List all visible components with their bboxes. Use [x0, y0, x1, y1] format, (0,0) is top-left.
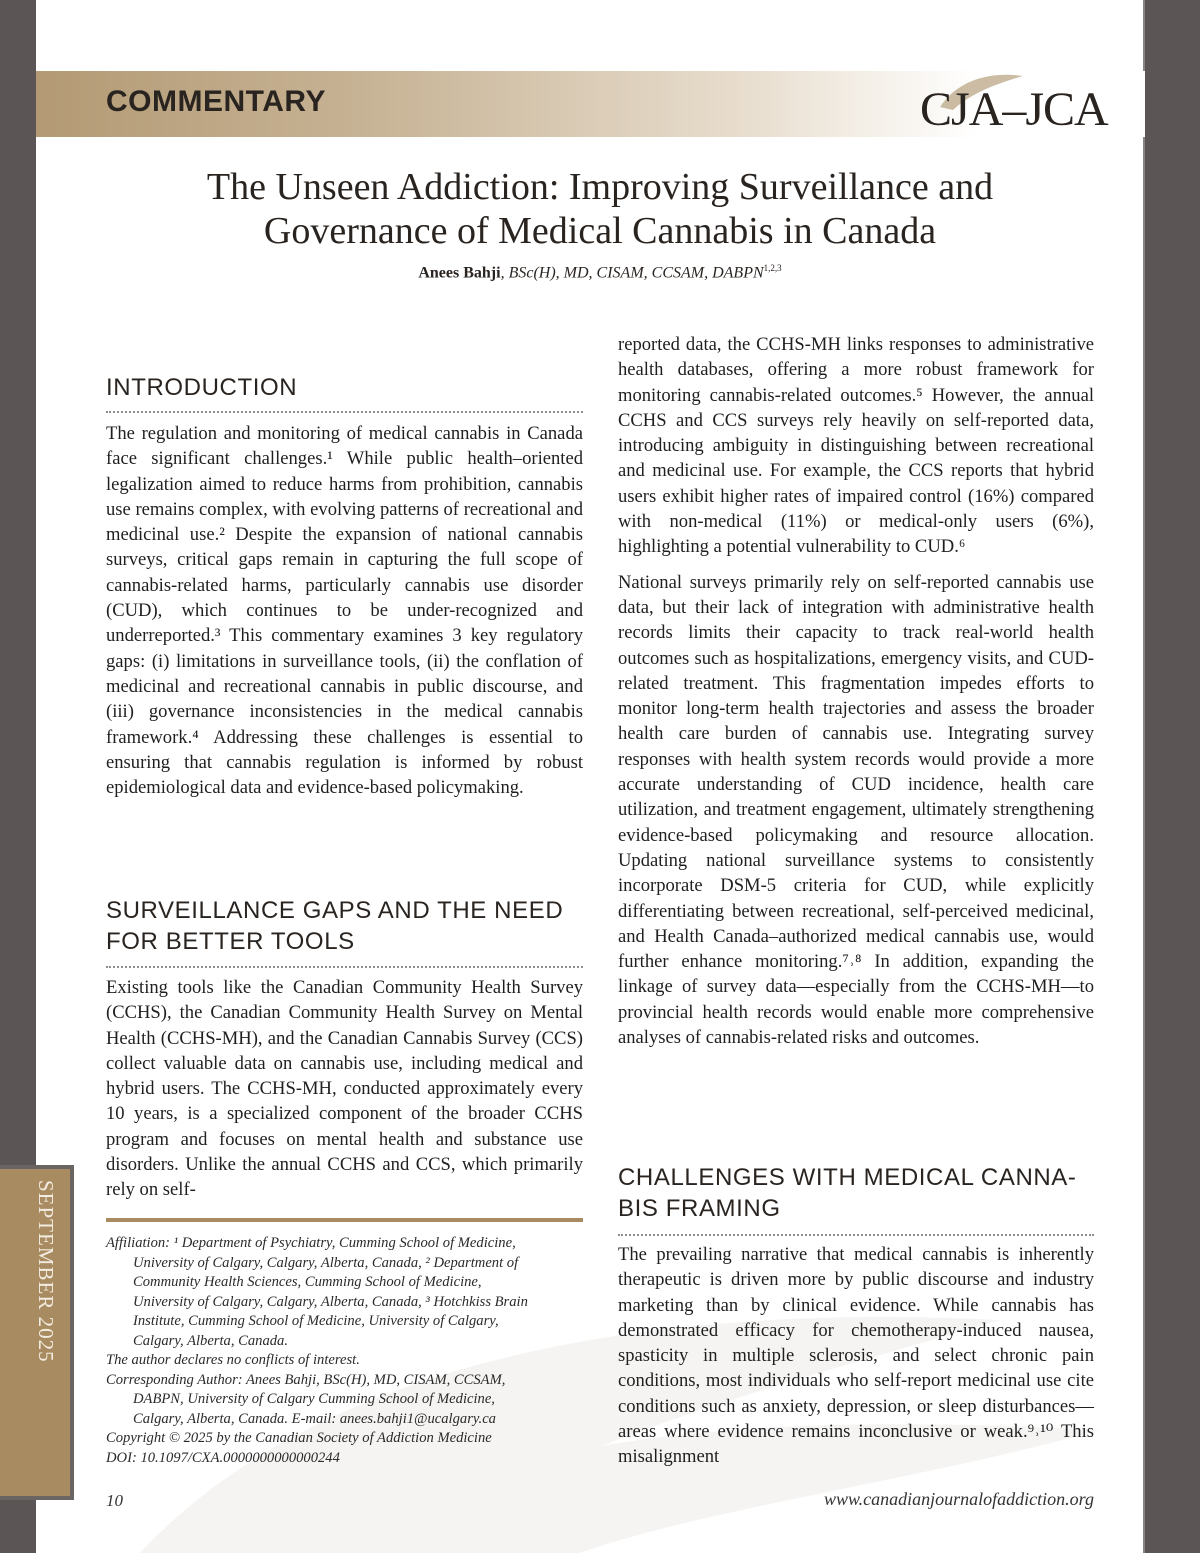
author-name: Anees Bahji [418, 264, 501, 282]
heading-surveillance-line-2: FOR BETTER TOOLS [106, 928, 355, 955]
affiliation-line: University of Calgary, Calgary, Alberta, Canada, ³ Hotchkiss Brain [133, 1293, 528, 1310]
title-line-2: Governance of Medical Cannabis in Canada [263, 210, 937, 252]
footnotes [106, 1234, 586, 1468]
conflicts-statement: The author declares no conflicts of interest. [106, 1352, 360, 1368]
heading-divider [106, 411, 583, 413]
section-label: COMMENTARY [106, 85, 326, 118]
affiliation-line: Calgary, Alberta, Canada. [133, 1332, 289, 1349]
introduction-paragraph: The regulation and monitoring of medical cannabis in Canada face significant challenges.¹ While public health–oriented legalization aimed to reduce harms from prohibition, cannabis use remains complex, with evolving patterns of recreational and medicinal use.² Despite the expansion of national cannabis surveys, critical gaps remain in capturing the full scope of cannabis-related harms, particularly cannabis use disorder (CUD), which continues to be under-recognized and underreported.³ This commentary examines 3 key regulatory gaps: (i) limitations in surveillance tools, (ii) the conflation of medicinal and recreational cannabis in public discourse, and (iii) governance inconsistencies in the medical cannabis framework.⁴ Addressing these challenges is essential to ensuring that cannabis regulation is informed by robust epidemiological data and evidence-based policymaking. [106, 423, 583, 799]
author-credentials: , BSc(H), MD, CISAM, CCSAM, DABPN [500, 264, 764, 282]
corresponding-author: Corresponding Author: Anees Bahji, BSc(H), MD, CISAM, CCSAM, [106, 1371, 506, 1388]
author-byline [120, 263, 1080, 282]
surveillance-paragraph-continued: reported data, the CCHS-MH links responses to administrative health databases, offering a more robust framework for monitoring cannabis-related outcomes.⁵ However, the annual CCHS and CCS surveys rely heavily on self-reported data, introducing ambiguity in distinguishing between recreational and medicinal use. For example, the CCS reports that hybrid users exhibit higher rates of impaired control (16%) compared with non-medical (11%) or medical-only users (6%), highlighting a potential vulnerability to CUD.⁶ [618, 334, 1094, 558]
journal-website: www.canadianjournalofaddiction.org [823, 1489, 1094, 1509]
heading-introduction: INTRODUCTION [106, 374, 298, 401]
heading-divider [618, 1234, 1094, 1236]
challenges-body [618, 1242, 1094, 1470]
corresponding-author-line: Calgary, Alberta, Canada. E-mail: anees.bahji1@ucalgary.ca [133, 1410, 496, 1427]
affiliation-line: Institute, Cumming School of Medicine, University of Calgary, [133, 1313, 499, 1329]
affiliation-line: Community Health Sciences, Cumming School of Medicine, [133, 1274, 482, 1290]
right-page-rail [1145, 0, 1200, 1553]
title-line-1: The Unseen Addiction: Improving Surveillance and [206, 166, 994, 208]
issue-date: SEPTEMBER 2025 [34, 1180, 58, 1363]
author-affiliation-marks: 1,2,3 [763, 263, 782, 273]
heading-challenges [618, 1162, 1077, 1224]
corresponding-author-line: DABPN, University of Calgary Cumming School of Medicine, [133, 1391, 495, 1407]
affiliation-line: University of Calgary, Calgary, Alberta, Canada, ² Department of [133, 1254, 519, 1271]
heading-surveillance [106, 895, 563, 957]
affiliation-label: Affiliation: [106, 1235, 171, 1251]
footnote-divider [106, 1218, 583, 1222]
doi: DOI: 10.1097/CXA.0000000000000244 [106, 1449, 340, 1466]
heading-surveillance-line-1: SURVEILLANCE GAPS AND THE NEED [106, 897, 564, 924]
affiliation-line: ¹ Department of Psychiatry, Cumming School of Medicine, [173, 1235, 516, 1251]
surveillance-body-start [106, 975, 583, 1203]
challenges-paragraph: The prevailing narrative that medical cannabis is inherently therapeutic is driven more by public discourse and industry marketing than by clinical evidence. While cannabis has demonstrated efficacy for chemotherapy-induced nausea, spasticity in multiple sclerosis, and select chronic pain conditions, most individuals who self-report medicinal use cite conditions such as anxiety, depression, or sleep disturbances—areas where evidence remains inconclusive or weak.⁹˒¹⁰ This misalignment [618, 1244, 1094, 1468]
heading-challenges-line-1: CHALLENGES WITH MEDICAL CANNA- [618, 1164, 1077, 1191]
surveillance-paragraph-2: National surveys primarily rely on self-reported cannabis use data, but their lack of integration with administrative health records limits their capacity to track real-world health outcomes such as hospitalizations, emergency visits, and CUD-related treatment. This fragmentation impedes efforts to monitor long-term health trajectories and assess the broader health care burden of cannabis use. Integrating survey responses with health system records would provide a more accurate understanding of CUD incidence, health care utilization, and treatment engagement, ultimately strengthening evidence-based policymaking and resource allocation. Updating national surveillance systems to consistently incorporate DSM-5 criteria for CUD, while explicitly differentiating between recreational, self-perceived medicinal, and Health Canada–authorized medical cannabis use, would further enhance monitoring.⁷˒⁸ In addition, expanding the linkage of survey data—especially from the CCHS-MH—to provincial health records would enable more comprehensive analyses of cannabis-related risks and outcomes. [618, 571, 1094, 1049]
journal-logo: CJA–JCA [920, 83, 1108, 136]
page-number: 10 [106, 1491, 123, 1510]
heading-divider [106, 966, 583, 968]
introduction-body [106, 421, 583, 800]
article-title [120, 165, 1080, 253]
right-page-edge [1143, 0, 1145, 1553]
surveillance-body-continued [618, 332, 1094, 1050]
copyright: Copyright © 2025 by the Canadian Society of Addiction Medicine [106, 1430, 492, 1446]
heading-challenges-line-2: BIS FRAMING [618, 1195, 781, 1222]
surveillance-paragraph-start: Existing tools like the Canadian Community Health Survey (CCHS), the Canadian Community Health Survey on Mental Health (CCHS-MH), and the Canadian Cannabis Survey (CCS) collect valuable data on cannabis use, including medical and hybrid users. The CCHS-MH, conducted approximately every 10 years, is a specialized component of the broader CCHS program and focuses on mental health and substance use disorders. Unlike the annual CCHS and CCS, which primarily rely on self- [106, 977, 583, 1201]
